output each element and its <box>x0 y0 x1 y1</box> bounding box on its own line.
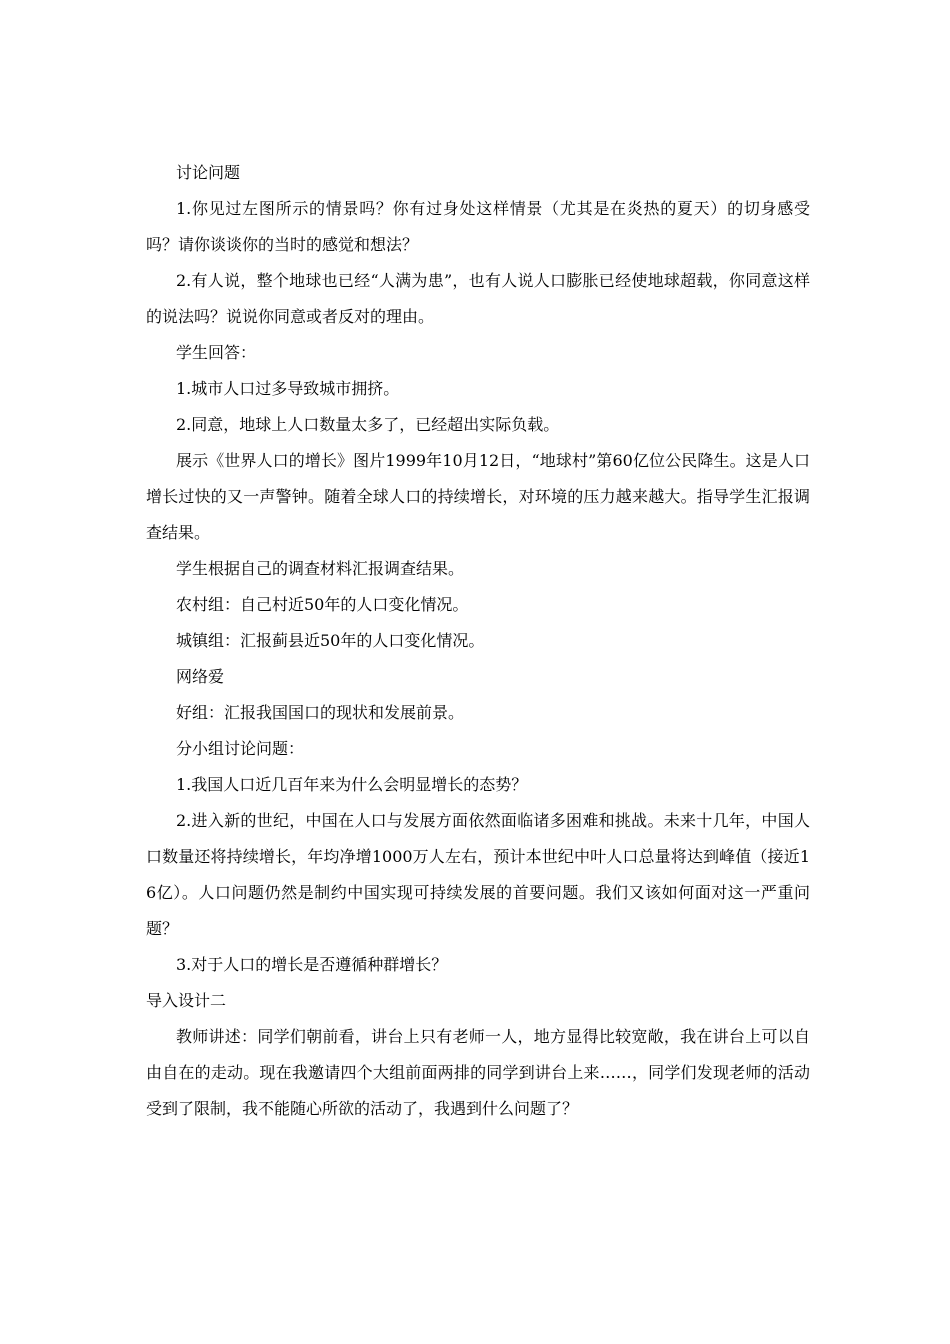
section-heading-design-2: 导入设计二 <box>146 991 227 1010</box>
answer-2: 2.同意，地球上人口数量太多了，已经超出实际负载。 <box>176 415 560 434</box>
group-discussion-label: 分小组讨论问题： <box>176 739 305 758</box>
answer-1: 1.城市人口过多导致城市拥挤。 <box>176 379 400 398</box>
teacher-narration: 教师讲述：同学们朝前看，讲台上只有老师一人，地方显得比较宽敞，我在讲台上可以自由自在的走动。现在我邀请四个大组前面两排的同学到讲台上来……，同学们发现老师的活动受到了限制，我不能随心所欲的活动了，我遇到什么问题了？ <box>146 1027 810 1118</box>
question-2: 2.有人说，整个地球也已经“人满为患”，也有人说人口膨胀已经使地球超载，你同意这样的说法吗？说说你同意或者反对的理由。 <box>146 271 810 326</box>
discussion-question-2: 2.进入新的世纪，中国在人口与发展方面依然面临诸多困难和挑战。未来十几年，中国人口数量还将持续增长，年均净增1000万人左右，预计本世纪中叶人口总量将达到峰值（接近16亿）。人口问题仍然是制约中国实现可持续发展的首要问题。我们又该如何面对这一严重问题？ <box>146 811 810 938</box>
question-1: 1.你见过左图所示的情景吗？你有过身处这样情景（尤其是在炎热的夏天）的切身感受吗？请你谈谈你的当时的感觉和想法？ <box>146 199 810 254</box>
discussion-question-1: 1.我国人口近几百年来为什么会明显增长的态势？ <box>176 775 528 794</box>
world-population-paragraph: 展示《世界人口的增长》图片1999年10月12日，“地球村”第60亿位公民降生。这是人口增长过快的又一声警钟。随着全球人口的持续增长，对环境的压力越来越大。指导学生汇报调查结果。 <box>146 451 810 542</box>
document-body <box>146 155 810 1127</box>
rural-group: 农村组：自己村近50年的人口变化情况。 <box>176 595 469 614</box>
town-group: 城镇组：汇报蓟县近50年的人口变化情况。 <box>176 631 485 650</box>
network-group: 好组：汇报我国国口的现状和发展前景。 <box>176 703 465 722</box>
network-line: 网络爱 <box>176 667 225 686</box>
student-report: 学生根据自己的调查材料汇报调查结果。 <box>176 559 465 578</box>
discussion-question-3: 3.对于人口的增长是否遵循种群增长？ <box>176 955 448 974</box>
student-answer-label: 学生回答： <box>176 343 257 362</box>
heading-discussion: 讨论问题 <box>176 163 241 182</box>
